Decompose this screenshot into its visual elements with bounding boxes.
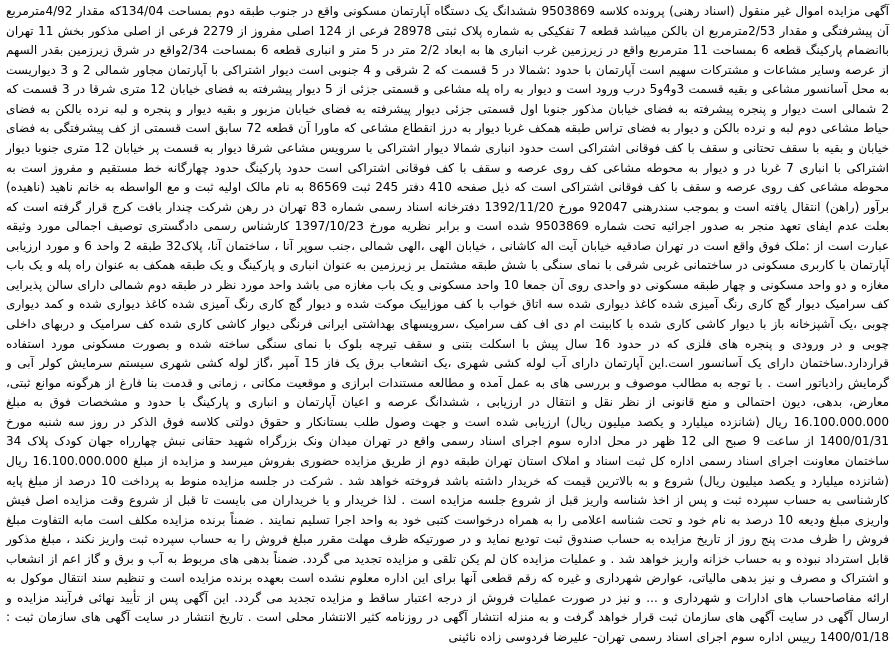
auction-notice-text: آگهی مزایده اموال غیر منقول (اسناد رهنی) پرونده کلاسه 9503869 ششدانگ یک دستگاه آپارتمان مسکونی واقع در جنوب طبقه دوم بمساحت 134/04که مقدار 4/92مترمربع آن پیشرفتگی و مقدار 2/53مترمربع ان بالکن میباشد قطعه 7 تفکیکی به شماره پلاک ثبتی 28978 فرعی از 124 اصلی مفروز از 2279 فرعی از اصلی مذکور بخش 11 تهران باانضمام پارکینگ قطعه 6 بمساحت 11 مترمربع واقع در زیرزمین غرب انباری ها به ابعاد 2/2 متر در 5 متر و انباری قطعه 6 بمساحت 2/34واقع در شرق زیرزمین بقدر السهم از عرصه وسایر مشاعات و مشترکات سهیم است آپارتمان با حدود :شمالا در 5 قسمت که 2 شرقی و 4 جنوبی است دیوار اشتراکی با آپارتمان مجاور شمالی 2 و 3 دیواریست به محل آسانسور مشاعی و بقیه قسمت 3و4و5 درب ورود است و دیوار به راه پله مشاعی و قسمتی جزئی از 5 دیوار پیشرفته به فضای خیابان 12 متری شرقا در 3 قسمت که 2 شمالی است دیوار و پنجره پیشرفته به فضای خیابان مذکور جنوبا اول قسمتی جزئی دیوار پیشرفته به فضای خیابان مزبور و بقیه دیوار و پنجره و لبه نرده بالکن به فضای حیاط مشاعی دوم لبه و نرده بالکن و دیوار به فضای تراس طبقه همکف غربا دیوار به درز انقطاع مشاعی که ماورا آن قطعه 72 سابق است قسمتی از کف پیشرفتگی به فضای خیابان و بقیه با سقف تحتانی و سقف با کف فوقانی اشتراکی است حدود انباری شمالا دیوار اشتراکی با سرویس مشاعی شرقا دیوار به قسمت پر خیابان 12 متری جنوبا دیوار اشتراکی با انباری 7 غربا در و دیوار به محوطه مشاعی کف روی عرصه و سقف با کف فوقانی اشتراکی است حدود پارکینگ حدود چهارگانه خط مستقیم و مفروز است به محوطه مشاعی کف روی عرصه و سقف با کف فوقانی اشتراکی است که ذیل صفحه 410 دفتر 245 ثبت 86569 به نام مالک اولیه ثبت و مع الواسطه به خانم ناهید (ناهیده) برآور (راهن) انتقال یافته است و بموجب سندرهنی 92047 مورخ 1392/11/20 دفترخانه اسناد رسمی شماره 83 تهران در رهن شرکت چندار بافت کرج قرار گرفته است که بعلت عدم ایفای تعهد منجر به صدور اجرائیه تحت شماره 9503869 شده است و برابر نظریه مورخ 1397/10/23 کارشناس رسمی دادگستری توصیف اجمالی مورد وثیقه عبارت است از :ملک فوق واقع است در تهران صادقیه خیابان آیت اله کاشانی ، خیابان الهی ،الهی شمالی ،جنب سوپر آنا ، ساختمان آنا، پلاک32 طبقه 2 واحد 6 و مورد ارزیابی آپارتمان با کاربری مسکونی در ساختمانی غربی شرقی با نمای سنگی با شش طبقه مشتمل بر زیرزمین به عنوان انباری و پارکینگ و یک طبقه همکف به عنوان راه پله و یک باب مغازه و دو واحد مسکونی و چهار طبقه مسکونی دو واحدی روی آن جمعا 10 واحد مسکونی و یک باب مغازه می باشد واحد مورد نظر در طبقه دوم شمالی دارای سالن پذیرایی کف سرامیک دیوار گچ کاری رنگ آمیزی شده کاغذ دیواری شده سه اتاق خواب با کف موزاییک موکت شده و دیوار گچ کاری رنگ آمیزی شده کاغذ دیواری شده و کمد دیواری چوبی ،یک آشپزخانه باز با دیوار کاشی کاری شده با کابینت ام دی اف کف سرامیک ،سرویسهای بهداشتی ایرانی فرنگی دیوار کاشی کاری شده کف سرامیک و دربهای داخلی چوبی و در ورودی و پنجره های فلزی که در حدود 16 سال پیش با اسکلت بتنی و سقف تیرچه بلوک با نمای سنگی ساخته شده و بصورت مسکونی مورد استفاده قراردارد.ساختمان دارای یک آسانسور است.این آپارتمان دارای آب لوله کشی شهری ،یک انشعاب برق یک فاز 15 آمپر ،گاز لوله کشی شهری سیستم سرمایش کولر آبی و گرمایش رادیاتور است . با توجه به مطالب موصوف و بررسی های به عمل آمده و مطالعه مستندات ابرازی و موقعیت مکانی ، زمانی و قدمت بنا فارغ از هرگونه موانع ثبتی، معارض، بدهی، دیون احتمالی و منع قانونی از نظر نقل و انتقال در ارزیابی ، ششدانگ عرصه و اعیان آپارتمان و انباری و پارکینگ با حدود و مشخصات فوق به مبلغ 16.100.000.000 ریال (شانزده میلیارد و یکصد میلیون ریال) ارزیابی شده است و جهت وصول طلب بستانکار و حقوق دولتی کلاسه فوق الذکر در روز سه شنبه مورخ 1400/01/31 از ساعت 9 صبح الی 12 ظهر در محل اداره سوم اجرای اسناد رسمی واقع در تهران میدان ونک بزرگراه شهید حقانی نبش چهارراه جهان کودک پلاک 34 ساختمان معاونت اجرای اسناد رسمی اداره کل ثبت اسناد و املاک استان تهران طبقه دوم از طریق مزایده حضوری بفروش میرسد و مزایده از مبلغ 16.100.000.000 ریال (شانزده میلیارد و یکصد میلیون ریال) شروع و به بالاترین قیمت که خریدار داشته باشد فروخته خواهد شد . شرکت در جلسه مزایده منوط به پرداخت 10 درصد از مبلغ پایه کارشناسی به حساب سپرده ثبت و پس از اخذ شناسه واریز قبل از شروع جلسه مزایده است . لذا خریدار و یا خریداران می بایست تا قبل از شروع وقت مزایده اصل فیش واریزی مبلغ ودیعه 10 درصد به نام خود و تحت شناسه اعلامی را به همراه درخواست کتبی خود به واحد اجرا تسلیم نمایند . ضمناً برنده مزایده مکلف است مابه التفاوت مبلغ فروش را ظرف مدت پنج روز از تاریخ مزایده به حساب صندوق ثبت توديع نمايد و در صورتیکه ظرف مهلت مقرر مبلغ فروش را به حساب سپرده ثبت واریز نکند ، مبلغ مذکور قابل استرداد نبوده و به حساب خزانه واریز خواهد شد . و عملیات مزایده کان لم یکن تلقی و مزایده تجدید می گردد. ضمناً بدهی های مربوط به آب و برق و گاز اعم از انشعاب و اشتراک و مصرف و نیز بدهی مالیاتی، عوارض شهرداری و غیره که رقم قطعی آنها برای این اداره معلوم نشده است بعهده برنده مزایده است و تنظیم سند انتقال موکول به ارائه مفاصاحساب های ادارات و شهرداری و ... و نیز در صورت عملیات فروش از درجه اعتبار ساقط و مزایده تجدید می گردد. این آگهی پس از تأیید نهائی فرآیند مزایده و ارسال آگهی در سایت آگهی های سازمان ثبت قرار خواهد گرفت و به منزله انتشار آگهی در روزنامه کثیر الانتشار محلی است . تاریخ انتشار در سایت آگهی های سازمان ثبت : 1400/01/18 رییس اداره سوم اجرای اسناد رسمی تهران- علیرضا فردوسی زاده نائینی bbox=[6, 4, 890, 644]
